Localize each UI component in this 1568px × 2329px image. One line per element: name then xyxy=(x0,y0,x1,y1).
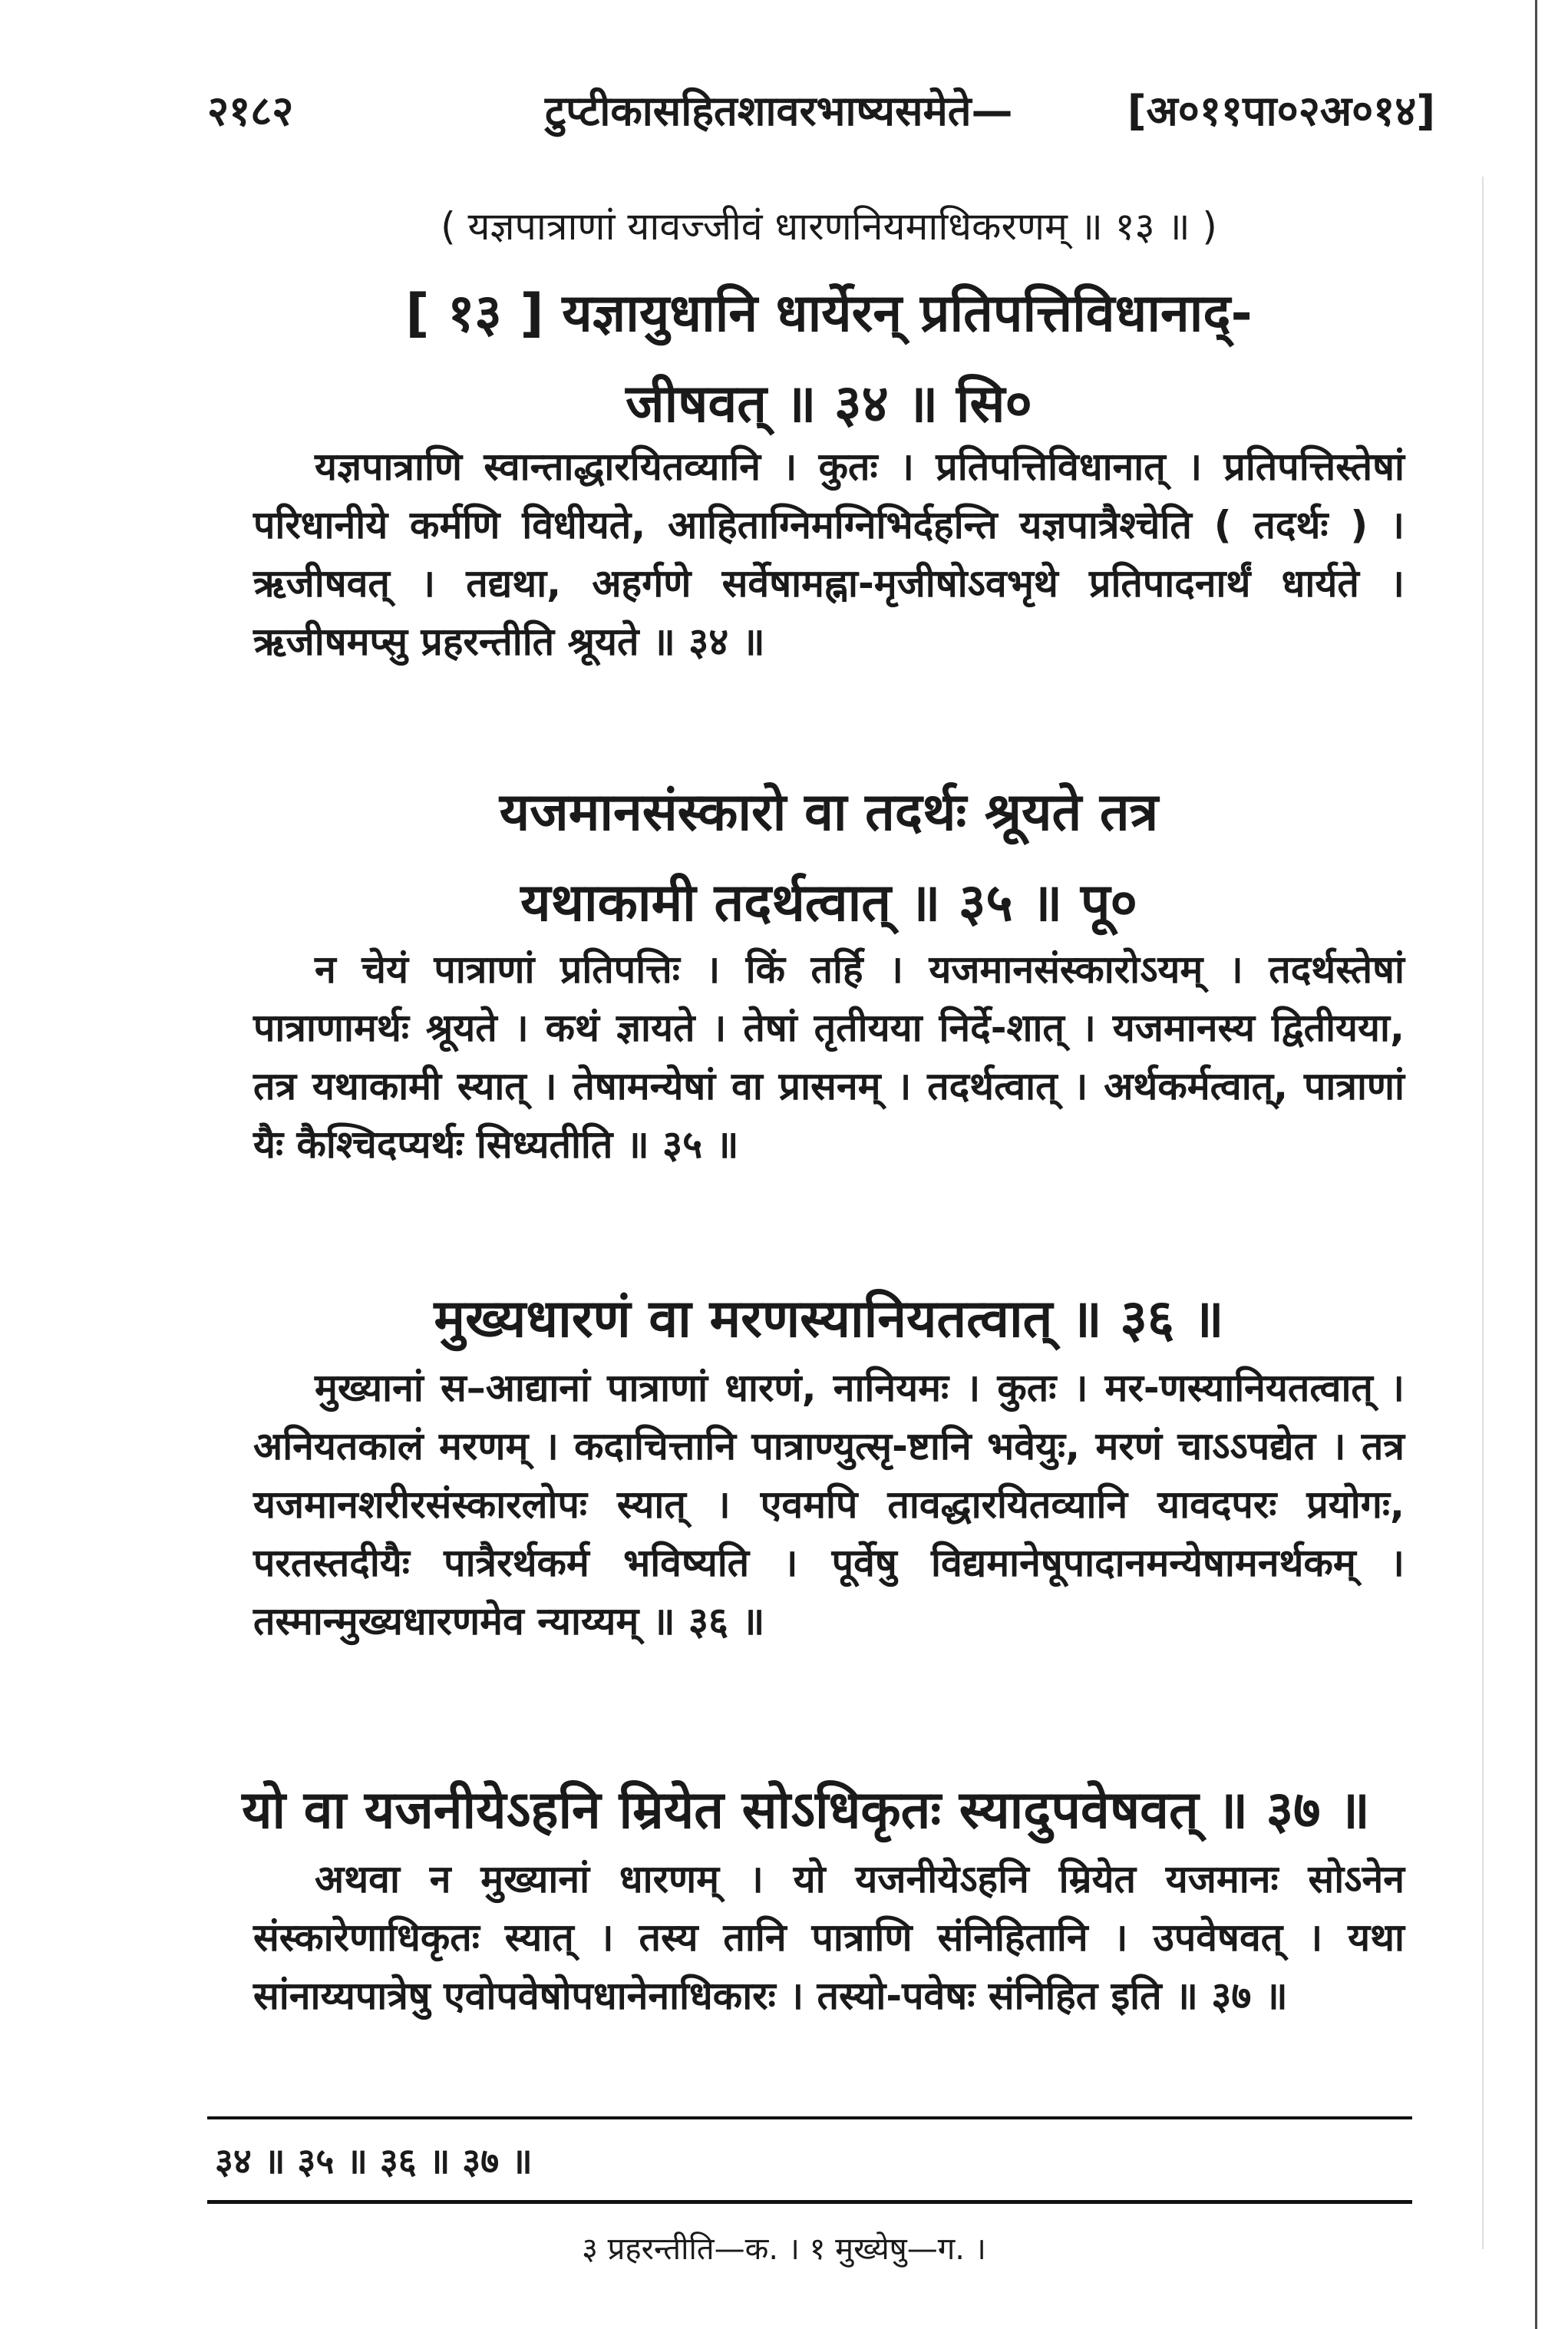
sutra-35 xyxy=(253,768,1405,949)
commentary-36: मुख्यानां स–आद्यानां पात्राणां धारणं, नानियमः । कुतः । मर-णस्यानियतत्वात् । अनियतकालं मरणम् । कदाचित्तानि पात्राण्युत्सृ-ष्टानि भवेयुः, मरणं चाऽऽपद्येत । तत्र यजमानशरीरसंस्कारलोपः स्यात् । एवमपि तावद्धारयितव्यानि यावदपरः प्रयोगः, परतस्तदीयैः पात्रैरर्थकर्म भविष्यति । पूर्वेषु विद्यमानेषूपादानमन्येषामनर्थकम् । तस्मान्मुख्यधारणमेव न्याय्यम् ॥ ३६ ॥ xyxy=(253,1366,1405,1644)
sutra-34 xyxy=(253,269,1405,450)
running-title: टुप्टीकासहितशावरभाष्यसमेते— xyxy=(545,87,1013,135)
adhikarana-title: ( यज्ञपात्राणां यावज्जीवं धारणनियमाधिकरणम् ॥ १३ ॥ ) xyxy=(441,204,1217,249)
sutra-34-line1: [ १३ ] यज्ञायुधानि धार्येरन् प्रतिपत्तिविधानाद्- xyxy=(405,283,1253,344)
commentary-34: यज्ञपात्राणि स्वान्ताद्धारयितव्यानि । कुतः । प्रतिपत्तिविधानात् । प्रतिपत्तिस्तेषां परिधानीये कर्मणि विधीयते, आहिताग्निमग्निभिर्दहन्ति यज्ञपात्रैश्चेति ( तदर्थः ) । ऋजीषवत् । तद्यथा, अहर्गणे सर्वेषामह्ना-मृजीषोऽवभृथे प्रतिपादनार्थं धार्यते । ऋजीषमप्सु प्रहरन्तीति श्रूयते ॥ ३४ ॥ xyxy=(253,444,1405,664)
sutra-35-line1: यजमानसंस्कारो वा तदर्थः श्रूयते तत्र xyxy=(499,782,1159,843)
scan-shadow-line xyxy=(1482,177,1484,2249)
sutra-number-strip: ३४ ॥ ३५ ॥ ३६ ॥ ३७ ॥ xyxy=(215,2140,533,2182)
page-number: २१८२ xyxy=(207,87,294,135)
commentary-35: न चेयं पात्राणां प्रतिपत्तिः । किं तर्हि । यजमानसंस्कारोऽयम् । तदर्थस्तेषां पात्राणामर्थः श्रूयते । कथं ज्ञायते । तेषां तृतीयया निर्दे-शात् । यजमानस्य द्वितीयया, तत्र यथाकामी स्यात् । तेषामन्येषां वा प्रासनम् । तदर्थत्वात् । अर्थकर्मत्वात्, पात्राणां यैः कैश्चिदप्यर्थः सिध्यतीति ॥ ३५ ॥ xyxy=(253,947,1405,1167)
footer-rule-top xyxy=(207,2116,1412,2119)
sutra-36: मुख्यधारणं वा मरणस्यानियतत्वात् ॥ ३६ ॥ xyxy=(434,1289,1224,1349)
scan-edge-line xyxy=(1535,0,1537,2329)
section-reference: [अ०११पा०२अ०१४] xyxy=(1127,87,1435,135)
footnote: ३ प्रहरन्तीति—क. । १ मुख्येषु—ग. । xyxy=(582,2232,986,2267)
sutra-37: यो वा यजनीयेऽहनि म्रियेत सोऽधिकृतः स्यादुपवेषवत् ॥ ३७ ॥ xyxy=(242,1780,1370,1841)
footer-rule-bottom xyxy=(207,2200,1412,2204)
page-header xyxy=(207,77,1435,146)
commentary-37: अथवा न मुख्यानां धारणम् । यो यजनीयेऽहनि म्रियेत यजमानः सोऽनेन संस्कारेणाधिकृतः स्यात् । तस्य तानि पात्राणि संनिहितानि । उपवेषवत् । यथा सांनाय्यपात्रेषु एवोपवेषोपधानेनाधिकारः । तस्यो-पवेषः संनिहित इति ॥ ३७ ॥ xyxy=(253,1857,1405,2018)
sutra-35-line2: यथाकामी तदर्थत्वात् ॥ ३५ ॥ पू० xyxy=(520,873,1137,933)
sutra-34-line2: जीषवत् ॥ ३४ ॥ सि० xyxy=(626,374,1032,434)
